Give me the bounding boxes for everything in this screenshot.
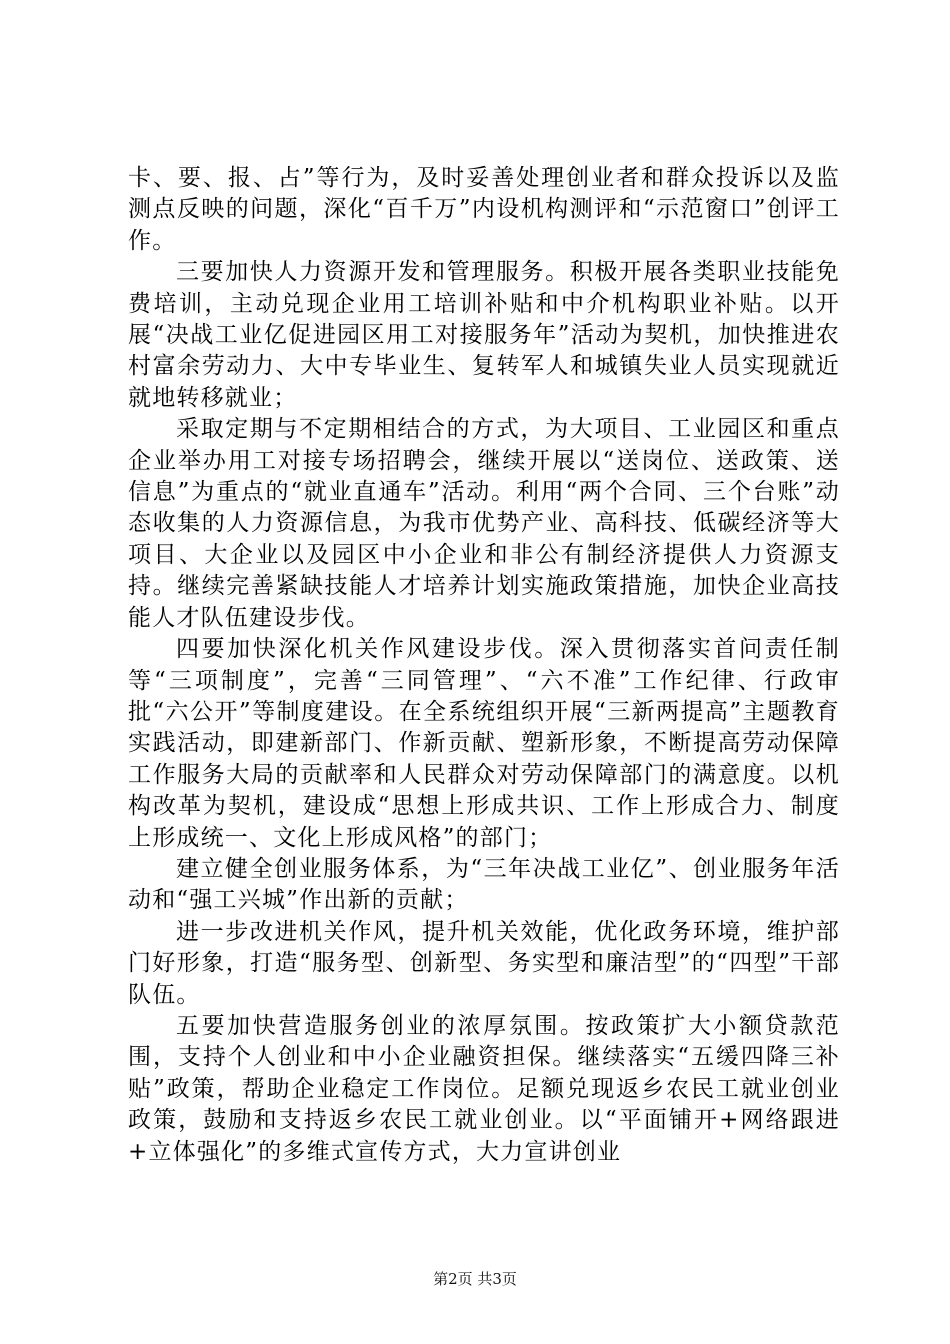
paragraph-2: 三要加快人力资源开发和管理服务。积极开展各类职业技能免费培训，主动兑现企业用工培训补贴和中介机构职业补贴。以开展“决战工业亿促进园区用工对接服务年”活动为契机，加快推进农村富余劳动力、大中专毕业生、复转军人和城镇失业人员实现就近就地转移就业； [128, 259, 840, 411]
paragraph-3: 采取定期与不定期相结合的方式，为大项目、工业园区和重点企业举办用工对接专场招聘会，继续开展以“送岗位、送政策、送信息”为重点的“就业直通车”活动。利用“两个合同、三个台账”动态收集的人力资源信息，为我市优势产业、高科技、低碳经济等大项目、大企业以及园区中小企业和非公有制经济提供人力资源支持。继续完善紧缺技能人才培养计划实施政策措施，加快企业高技能人才队伍建设步伐。 [128, 416, 840, 631]
paragraph-1: 卡、要、报、占”等行为，及时妥善处理创业者和群众投诉以及监测点反映的问题，深化“百千万”内设机构测评和“示范窗口”创评工作。 [128, 165, 840, 254]
document-body [128, 163, 840, 1168]
page-footer: 第2页 共3页 [433, 1270, 517, 1288]
paragraph-4: 四要加快深化机关作风建设步伐。深入贯彻落实首问责任制等“三项制度”，完善“三同管理”、“六不准”工作纪律、行政审批“六公开”等制度建设。在全系统组织开展“三新两提高”主题教育实践活动，即建新部门、作新贡献、塑新形象，不断提高劳动保障工作服务大局的贡献率和人民群众对劳动保障部门的满意度。以机构改革为契机，建设成“思想上形成共识、工作上形成合力、制度上形成统一、文化上形成风格”的部门； [128, 636, 840, 851]
paragraph-7: 五要加快营造服务创业的浓厚氛围。按政策扩大小额贷款范围，支持个人创业和中小企业融资担保。继续落实“五缓四降三补贴”政策，帮助企业稳定工作岗位。足额兑现返乡农民工就业创业政策，鼓励和支持返乡农民工就业创业。以“平面铺开+网络跟进+立体强化”的多维式宣传方式，大力宣讲创业 [128, 1012, 840, 1165]
paragraph-5: 建立健全创业服务体系，为“三年决战工业亿”、创业服务年活动和“强工兴城”作出新的贡献； [128, 855, 840, 914]
paragraph-6: 进一步改进机关作风，提升机关效能，优化政务环境，维护部门好形象，打造“服务型、创新型、务实型和廉洁型”的“四型”干部队伍。 [128, 918, 840, 1008]
